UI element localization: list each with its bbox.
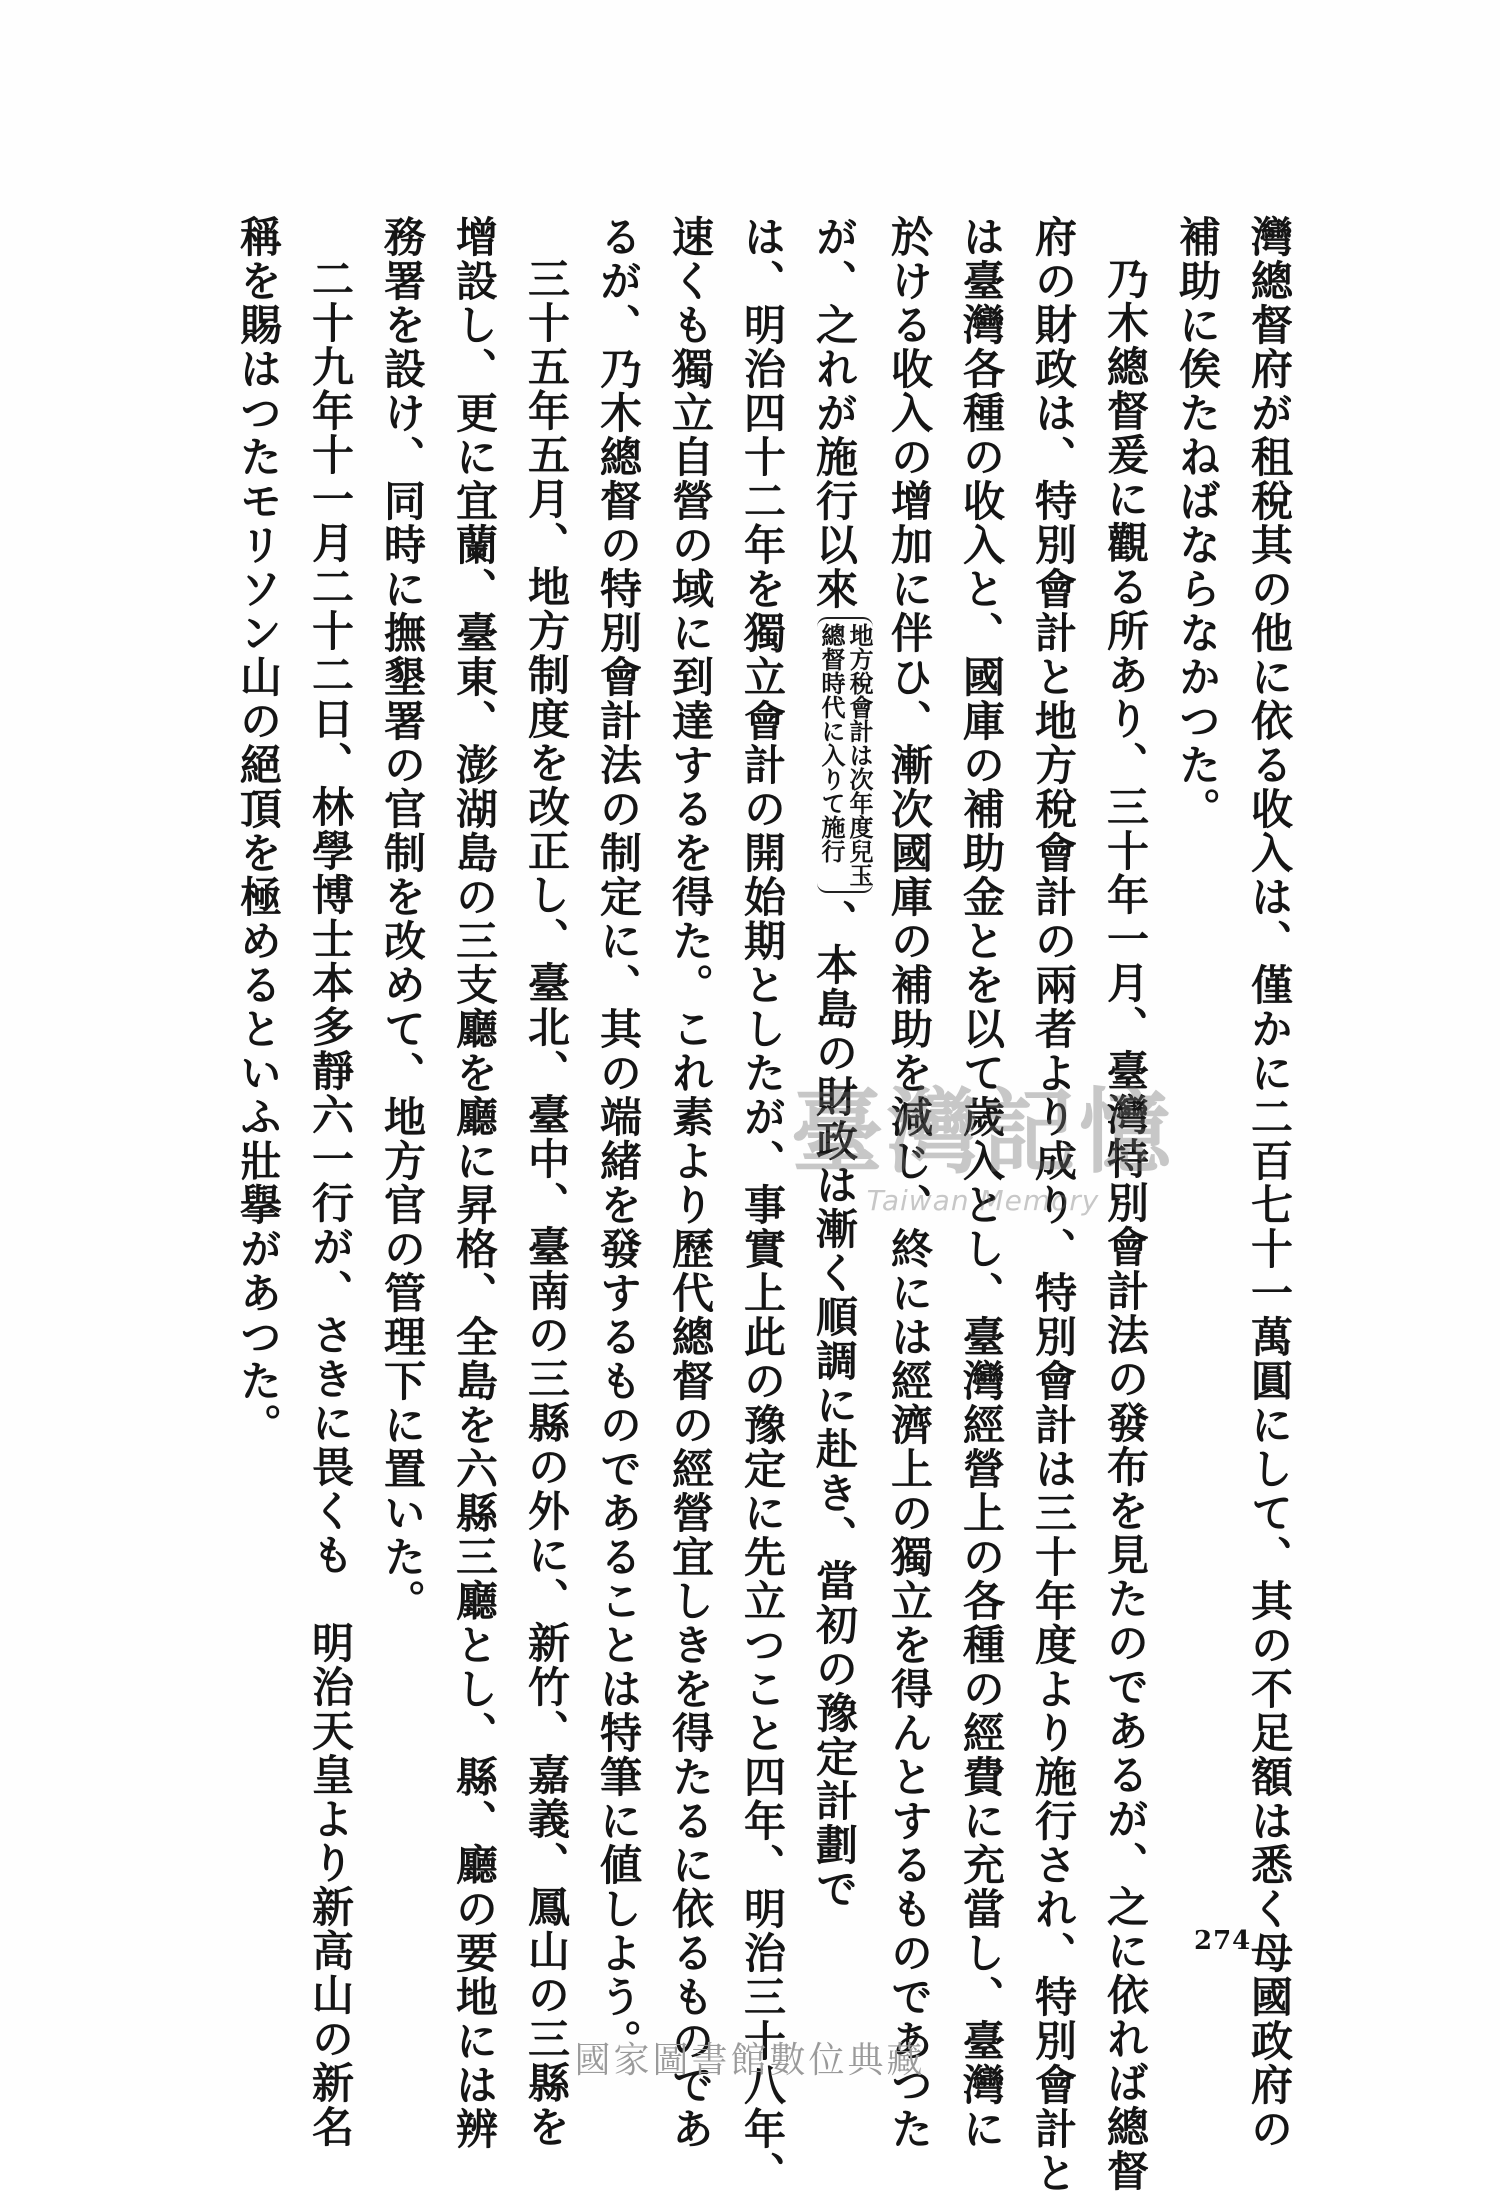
text-column-11: 三十五年五月、地方制度を改正し、臺北、臺中、臺南の三縣の外に、新竹、嘉義、鳳山の三縣を (522, 257, 571, 2149)
watermark-english: Taiwan Memory (866, 1184, 1100, 1217)
text-column-8: は、明治四十二年を獨立會計の開始期としたが、事實上此の豫定に先立つこと四年、明治三十八年、 (738, 215, 787, 2195)
taiwan-memory-watermark (748, 1078, 1218, 1232)
inline-note-line-2: 總督時代に入りて施行 (817, 623, 846, 863)
text-column-12: 增設し、更に宜蘭、臺東、澎湖島の三支廳を廳に昇格、全島を六縣三廳とし、縣、廳の要地には辨 (450, 215, 499, 2151)
inline-note (817, 617, 873, 893)
text-column-3: 乃木總督爰に觀る所あり、三十年一月、臺灣特別會計法の發布を見たのであるが、之に依れば總督 (1101, 257, 1150, 2193)
text-column-1: 灣總督府が租稅其の他に依る收入は、僅かに二百七十一萬圓にして、其の不足額は悉く母國政府の (1245, 215, 1294, 2151)
text-column-2: 補助に俟たねばならなかつた。 (1173, 215, 1222, 831)
text-column-5: は臺灣各種の收入と、國庫の補助金とを以て歲入とし、臺灣經營上の各種の經費に充當し、臺灣に (957, 215, 1006, 2151)
text-column-14: 二十九年十一月二十二日、林學博士本多靜六一行が、さきに畏くも 明治天皇より新高山の新名 (306, 257, 355, 2149)
text-column-9: 速くも獨立自營の域に到達するを得た。これ素より歷代總督の經營宜しきを得たるに依るものであ (666, 215, 715, 2151)
text-column-4: 府の財政は、特別會計と地方稅會計の兩者より成り、特別會計は三十年度より施行され、特別會計と (1029, 215, 1078, 2195)
inline-note-line-1: 地方稅會計は次年度兒玉 (845, 623, 874, 887)
text-column-6: 於ける收入の增加に伴ひ、漸次國庫の補助を減じ、終には經濟上の獨立を得んとするものであつた (885, 215, 934, 2151)
text-column-15: 稱を賜はつたモリソン山の絕頂を極めるといふ壯擧があつた。 (234, 215, 283, 1447)
page-number: 274 (1194, 1926, 1252, 1956)
text-column-10: るが、乃木總督の特別會計法の制定に、其の端緒を發するものであることは特筆に値しよう。 (594, 215, 643, 2063)
watermark-kanji: 臺灣記憶 (790, 1078, 1175, 1186)
column-7-end: 、本島の財政は漸く順調に赴き、當初の豫定計劃で (810, 899, 859, 1911)
footer-credit: 國家圖書館數位典藏 (574, 2040, 926, 2081)
text-column-13: 務署を設け、同時に撫墾署の官制を改めて、地方官の管理下に置いた。 (378, 215, 427, 1623)
column-7-start: が、之れが施行以來 (810, 215, 859, 611)
